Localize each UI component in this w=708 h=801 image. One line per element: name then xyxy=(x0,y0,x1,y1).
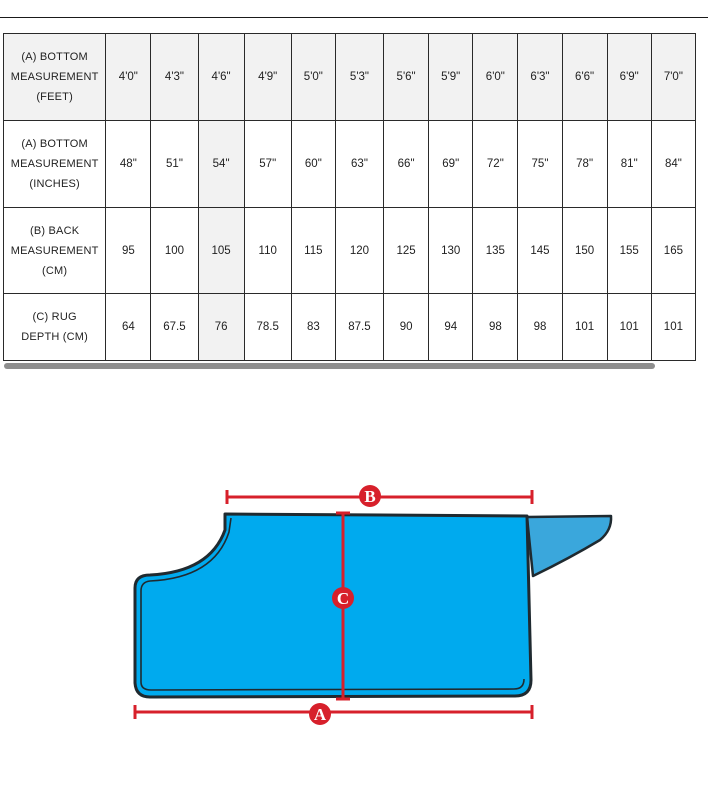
header-line: (A) BOTTOM xyxy=(21,51,88,63)
table-cell: 94 xyxy=(429,294,473,361)
table-cell: 101 xyxy=(651,294,695,361)
row-header-feet xyxy=(4,34,106,121)
header-line: (INCHES) xyxy=(29,178,80,190)
table-cell: 130 xyxy=(429,208,473,294)
table-row-back xyxy=(4,208,696,294)
table-cell: 57" xyxy=(244,121,291,208)
table-cell: 5'6" xyxy=(384,34,429,121)
table-row-depth xyxy=(4,294,696,361)
table-cell: 101 xyxy=(562,294,607,361)
table-cell: 6'0" xyxy=(473,34,518,121)
table-cell: 87.5 xyxy=(335,294,383,361)
table-cell: 165 xyxy=(651,208,695,294)
table-cell: 64 xyxy=(106,294,151,361)
row-header-inches xyxy=(4,121,106,208)
table-cell: 98 xyxy=(518,294,562,361)
label-a: A xyxy=(313,705,327,724)
table-cell: 54" xyxy=(198,121,244,208)
table-cell: 4'3" xyxy=(151,34,198,121)
table-cell: 110 xyxy=(244,208,291,294)
table-cell: 155 xyxy=(607,208,651,294)
row-header-back xyxy=(4,208,106,294)
size-table xyxy=(3,33,696,361)
table-cell: 84" xyxy=(651,121,695,208)
table-cell: 66" xyxy=(384,121,429,208)
table-cell: 4'6" xyxy=(198,34,244,121)
table-cell: 7'0" xyxy=(651,34,695,121)
table-cell: 83 xyxy=(291,294,335,361)
table-row-feet xyxy=(4,34,696,121)
table-cell: 6'9" xyxy=(607,34,651,121)
table-cell: 60" xyxy=(291,121,335,208)
table-cell: 5'9" xyxy=(429,34,473,121)
table-cell: 100 xyxy=(151,208,198,294)
table-cell: 90 xyxy=(384,294,429,361)
table-cell: 51" xyxy=(151,121,198,208)
table-cell: 105 xyxy=(198,208,244,294)
table-cell: 67.5 xyxy=(151,294,198,361)
table-cell: 101 xyxy=(607,294,651,361)
measure-a xyxy=(135,705,532,719)
header-line: DEPTH (CM) xyxy=(21,331,89,343)
table-cell: 48" xyxy=(106,121,151,208)
table-cell: 6'6" xyxy=(562,34,607,121)
header-line: (A) BOTTOM xyxy=(21,138,88,150)
table-cell: 78" xyxy=(562,121,607,208)
table-cell: 5'0" xyxy=(291,34,335,121)
rug-measurement-diagram xyxy=(0,470,708,740)
table-cell: 81" xyxy=(607,121,651,208)
row-header-depth xyxy=(4,294,106,361)
header-line: (B) BACK xyxy=(30,224,80,237)
size-table-container[interactable] xyxy=(3,33,697,361)
table-cell: 5'3" xyxy=(335,34,383,121)
rug-neck-flap xyxy=(527,516,611,576)
header-line: (FEET) xyxy=(36,91,73,103)
table-cell: 4'9" xyxy=(244,34,291,121)
table-cell: 78.5 xyxy=(244,294,291,361)
table-cell: 95 xyxy=(106,208,151,294)
table-cell: 4'0" xyxy=(106,34,151,121)
table-cell: 69" xyxy=(429,121,473,208)
label-b: B xyxy=(364,487,376,506)
table-cell: 145 xyxy=(518,208,562,294)
top-divider xyxy=(0,17,708,18)
table-row-inches xyxy=(4,121,696,208)
table-cell: 120 xyxy=(335,208,383,294)
table-cell: 6'3" xyxy=(518,34,562,121)
horizontal-scrollbar[interactable] xyxy=(4,363,655,369)
table-cell: 115 xyxy=(291,208,335,294)
header-line: MEASUREMENT xyxy=(10,158,99,170)
table-cell: 135 xyxy=(473,208,518,294)
header-line: (C) RUG xyxy=(32,311,77,323)
rug-body xyxy=(135,514,531,697)
table-cell: 72" xyxy=(473,121,518,208)
label-c: C xyxy=(336,589,350,608)
header-line: MEASUREMENT xyxy=(10,71,99,83)
table-cell: 63" xyxy=(335,121,383,208)
table-cell: 75" xyxy=(518,121,562,208)
table-cell: 98 xyxy=(473,294,518,361)
header-line: (CM) xyxy=(42,264,68,277)
table-cell: 150 xyxy=(562,208,607,294)
table-cell: 76 xyxy=(198,294,244,361)
table-cell: 125 xyxy=(384,208,429,294)
header-line: MEASUREMENT xyxy=(10,244,99,257)
